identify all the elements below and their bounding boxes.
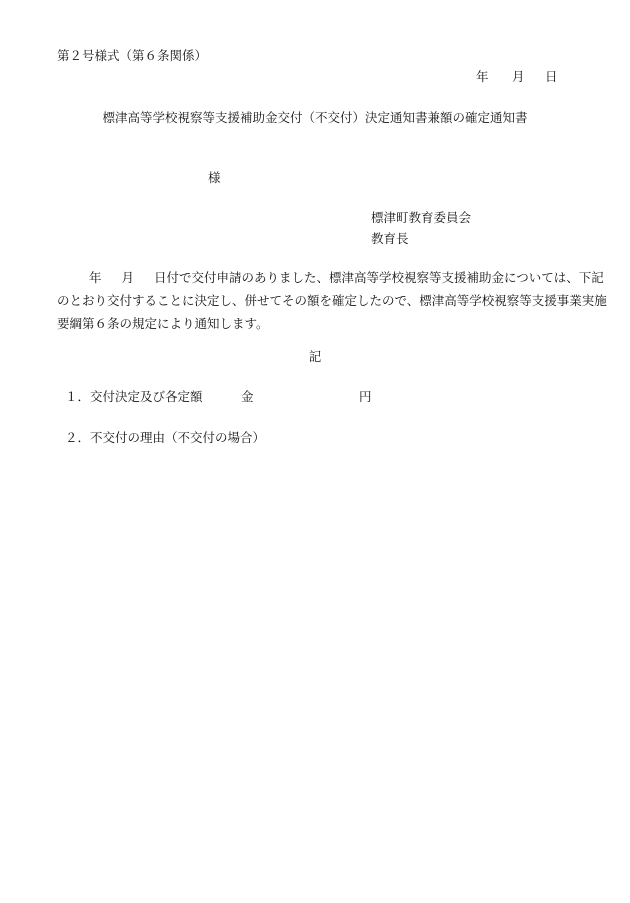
body-month: 月 <box>121 270 135 285</box>
ki-heading: 記 <box>308 349 322 364</box>
date-line <box>476 69 558 85</box>
form-number: 第２号様式（第６条関係） <box>57 48 208 63</box>
document-title: 標津高等学校視察等支援補助金交付（不交付）決定通知書兼額の確定通知書 <box>102 110 528 125</box>
item-2-label: ２．不交付の理由（不交付の場合） <box>65 430 266 445</box>
issuer-title: 教育長 <box>371 231 409 246</box>
item-1-label: １．交付決定及び各定額 <box>65 389 203 404</box>
notice-body <box>57 266 607 335</box>
date-month: 月 <box>512 69 525 84</box>
item-1-yen: 円 <box>359 389 372 404</box>
item-1 <box>65 389 372 405</box>
date-day: 日 <box>545 69 558 84</box>
issuer-organization: 標津町教育委員会 <box>371 210 472 225</box>
body-year: 年 <box>89 270 102 285</box>
item-1-kin: 金 <box>241 389 254 404</box>
date-year: 年 <box>476 69 489 84</box>
body-line-1-text: 日付で交付申請のありました、標津高等学校視察等支援補助金については、下記 <box>154 270 604 285</box>
body-line-3: 要綱第６条の規定により通知します。 <box>57 316 269 331</box>
body-line-1 <box>57 266 604 289</box>
body-line-2: のとおり交付することに決定し、併せてその額を確定したので、標津高等学校視察等支援事業実施 <box>57 293 607 308</box>
addressee-suffix: 様 <box>208 170 221 185</box>
